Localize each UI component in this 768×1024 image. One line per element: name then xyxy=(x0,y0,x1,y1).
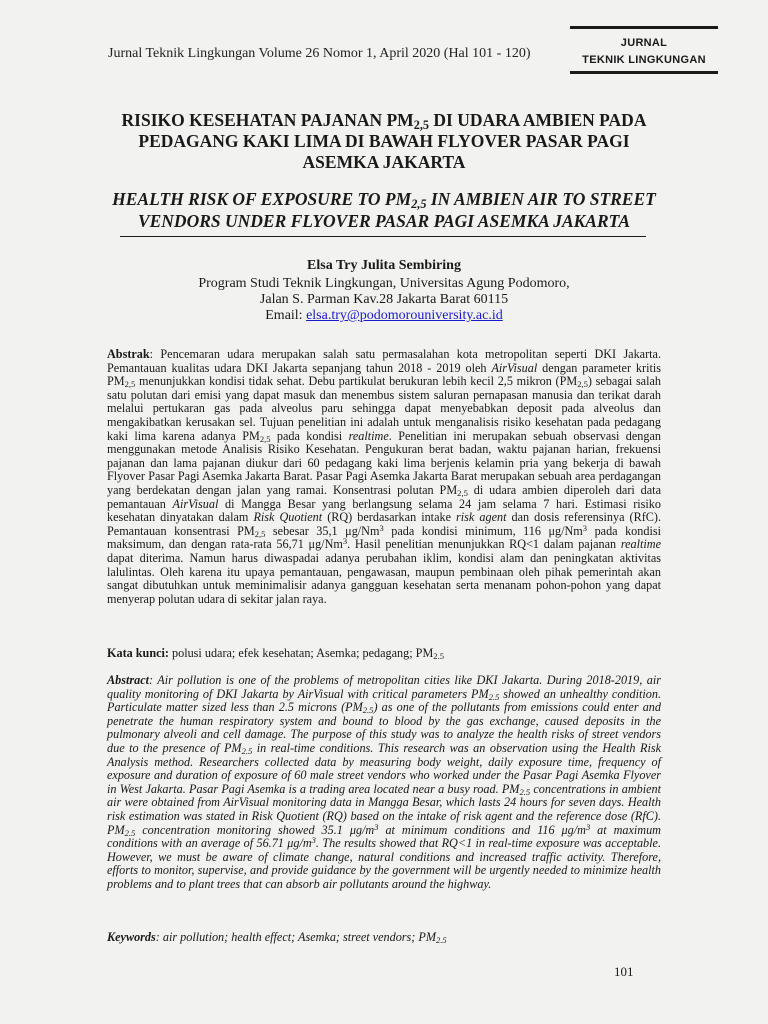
unit-superscript: 3 xyxy=(585,821,591,832)
abstrak-text: pada kondisi minimum, 116 μg/Nm xyxy=(383,523,583,538)
pm-subscript: 2.5 xyxy=(124,827,136,838)
abstract-label: Abstract xyxy=(107,673,149,687)
author-affiliation xyxy=(100,276,668,324)
keywords-label: Keywords xyxy=(107,930,156,944)
affiliation-address: Jalan S. Parman Kav.28 Jakarta Barat 60115 xyxy=(259,292,509,307)
abstrak-text: menunjukkan kondisi tidak sehat. Debu partikulat berukuran lebih kecil 2,5 mikron (PM xyxy=(135,374,578,389)
pm-subscript: 2.5 xyxy=(488,691,500,702)
abstrak-text: . Penelitian ini merupakan sebuah observasi dengan menggunakan metode Analisis Risiko Kesehatan. Pengukuran berat badan, waktu pajanan harian, frekuensi pajanan dan lama pajanan diukur dari 60 pedagang kaki lima berjenis kelamin pria yang bekerja di bawah Flyover Pasar Pagi Asemka Jakarta Barat. Pasar Pagi Asemka Jakarta Barat merupakan sebuah area perdagangan yang berdekatan dengan jalan yang ramai. Konsentrasi polutan PM xyxy=(107,428,661,497)
abstract-text: at minimum conditions and 116 μg/m xyxy=(378,822,586,837)
abstrak-text: : Pencemaran udara merupakan salah satu permasalahan kota metropolitan seperti DKI Jakarta. Pemantauan kualitas udara DKI Jakarta sepanjang tahun 2018 - 2019 oleh xyxy=(107,347,661,375)
badge-line-2: TEKNIK LINGKUNGAN xyxy=(582,54,706,66)
title-id-subscript: 2,5 xyxy=(413,118,429,133)
abstract-text: : Air pollution is one of the problems of metropolitan cities like DKI Jakarta. During 2018-2019, air quality monitoring of DKI Jakarta by AirVisual with critical parameters PM xyxy=(107,673,661,701)
journal-badge xyxy=(570,26,718,74)
abstract-text: showed an unhealthy condition. Particulate matter sized less than 2.5 microns (PM xyxy=(107,686,661,715)
abstrak-term: realtime xyxy=(620,537,661,552)
title-en-part2: IN AMBIEN AIR TO STREET VENDORS UNDER FLYOVER PASAR PAGI ASEMKA JAKARTA xyxy=(137,189,656,231)
abstrak-term: Risk Quotient xyxy=(253,510,323,525)
abstrak-text: dapat diterima. Namun harus diwaspadai adanya perubahan iklim, kondisi alam dan peningkatan aktivitas lalulintas. Oleh karena itu upaya pemantauan, pengawasan, maupun pembinaan oleh pihak pemerintah akan sangat dibutuhkan untuk meminimalisir adanya gangguan kesehatan serta menanam pohon-pohon yang dapat menyerap polutan udara di sekitar jalan raya. xyxy=(107,550,661,606)
unit-superscript: 3 xyxy=(582,522,588,533)
keywords-text: : air pollution; health effect; Asemka; street vendors; PM xyxy=(155,930,436,944)
abstrak-text: dan dosis referensinya (RfC). Pemantauan konsentrasi PM xyxy=(107,510,662,538)
unit-superscript: 3 xyxy=(311,835,316,846)
abstrak-term: realtime xyxy=(348,428,389,443)
running-head: Jurnal Teknik Lingkungan Volume 26 Nomor 1, April 2020 (Hal 101 - 120) xyxy=(108,46,531,61)
pm-subscript: 2,5 xyxy=(259,433,271,444)
abstract-text: in real-time conditions. This research was an observation using the Health Risk Analysis method. Researchers collected data by measuring body weight, daily exposure time, frequency of exposure and duration of exposure of 60 male street vendors who worked under the Pasar Pagi Asemka Flyover in West Jakarta. Pasar Pagi Asemka is a trading area located near a busy road. PM xyxy=(107,740,662,796)
email-link[interactable]: elsa.try@podomorouniversity.ac.id xyxy=(306,308,503,323)
keywords-english xyxy=(107,930,661,945)
pm-subscript: 2.5 xyxy=(436,935,447,946)
abstract-text: concentration monitoring showed 35.1 μg/m xyxy=(135,822,375,837)
email-label: Email: xyxy=(265,308,307,323)
pm-subscript: 2,5 xyxy=(124,379,136,390)
abstract-text: . The results showed that RQ<1 in real-time exposure was acceptable. However, we must be aware of climate change, natural conditions and increased traffic activity. Therefore, efforts to monitor, supervise, and provide guidance by the government will be urgently needed to minimize health problems and to plant trees that can absorb air pollutants around the highway. xyxy=(107,836,661,891)
unit-superscript: 3 xyxy=(379,522,384,533)
abstract-text: at maximum conditions with an average of 56.71 μg/m xyxy=(107,822,661,851)
pm-subscript: 2.5 xyxy=(241,746,253,757)
affiliation-program: Program Studi Teknik Lingkungan, Universitas Agung Podomoro, xyxy=(198,276,570,291)
kata-kunci-text: polusi udara; efek kesehatan; Asemka; pedagang; PM xyxy=(168,646,434,660)
title-en-subscript: 2,5 xyxy=(411,197,427,212)
badge-line-1: JURNAL xyxy=(620,37,668,49)
abstract-english xyxy=(107,674,661,892)
title-english xyxy=(100,188,668,232)
abstrak-text: di Mangga Besar yang berlangsung selama 24 jam selama 7 hari. Estimasi risiko kesehatan dinyatakan dalam xyxy=(107,496,661,525)
abstrak-text: pada kondisi xyxy=(270,428,349,443)
unit-superscript: 3 xyxy=(374,821,379,832)
title-indonesian xyxy=(100,110,668,173)
pm-subscript: 2,5 xyxy=(254,528,266,539)
abstrak-text: pada kondisi maksimum, dan dengan rata-rata 56,71 μg/Nm xyxy=(107,523,661,552)
author-name: Elsa Try Julita Sembiring xyxy=(307,258,461,273)
title-id-part2: DI UDARA AMBIEN PADA PEDAGANG KAKI LIMA DI BAWAH FLYOVER PASAR PAGI ASEMKA JAKARTA xyxy=(138,110,647,172)
abstrak-term: AirVisual xyxy=(172,496,219,511)
abstrak-text: sebesar 35,1 μg/Nm xyxy=(265,523,380,538)
title-divider xyxy=(120,236,646,237)
abstrak-text: dengan parameter kritis PM xyxy=(107,360,661,389)
abstrak-label: Abstrak xyxy=(107,347,150,361)
pm-subscript: 2,5 xyxy=(577,379,588,390)
abstrak-term: AirVisual xyxy=(491,360,538,375)
author-email-line xyxy=(100,308,668,324)
abstract-text: concentrations in ambient air were obtained from AirVisual monitoring data in Mangga Besar, which lasts 24 hours for seven days. Health risk estimation was stated in Risk Quotient (RQ) based on the intake of risk agent and the reference dose (RfC). PM xyxy=(107,781,661,837)
abstract-text: ) as one of the pollutants from emissions could enter and penetrate the human respiratory system and bound to blood by the gas exchange, caused deposits in the pulmonary alveoli and cell damage. The purpose of this study was to analyze the health risks of street vendors due to the presence of PM xyxy=(107,700,661,755)
abstrak-text: (RQ) berdasarkan intake xyxy=(322,510,457,525)
pm-subscript: 2,5 xyxy=(457,488,468,499)
abstrak-text: . Hasil penelitian menunjukkan RQ<1 dalam pajanan xyxy=(347,537,621,552)
page-number: 101 xyxy=(614,964,634,979)
pm-subscript: 2.5 xyxy=(433,651,444,662)
abstrak-text: ) sebagai salah satu polutan dari emisi yang dapat masuk dan menembus sistem saluran pernapasan manusia dan terikat darah melalui pertukaran gas pada alveolus paru sehingga dapat menyebabkan deposit pada alveolus dan mengakibatkan kerusakan sel. Tujuan penelitian ini adalah untuk menganalisis risiko kesehatan pada pedagang kaki lima karena adanya PM xyxy=(107,374,661,443)
title-id-part1: RISIKO KESEHATAN PAJANAN PM xyxy=(121,110,414,130)
kata-kunci-label: Kata kunci: xyxy=(107,646,169,660)
pm-subscript: 2.5 xyxy=(519,786,531,797)
abstrak-term: risk agent xyxy=(456,510,507,525)
abstrak-text: di udara ambien diperoleh dari data pemantauan xyxy=(107,482,661,511)
abstract-indonesian xyxy=(107,348,661,606)
unit-superscript: 3 xyxy=(342,536,348,547)
keywords-indonesian xyxy=(107,646,661,661)
title-en-part1: HEALTH RISK OF EXPOSURE TO PM xyxy=(112,189,412,209)
pm-subscript: 2.5 xyxy=(362,705,374,716)
